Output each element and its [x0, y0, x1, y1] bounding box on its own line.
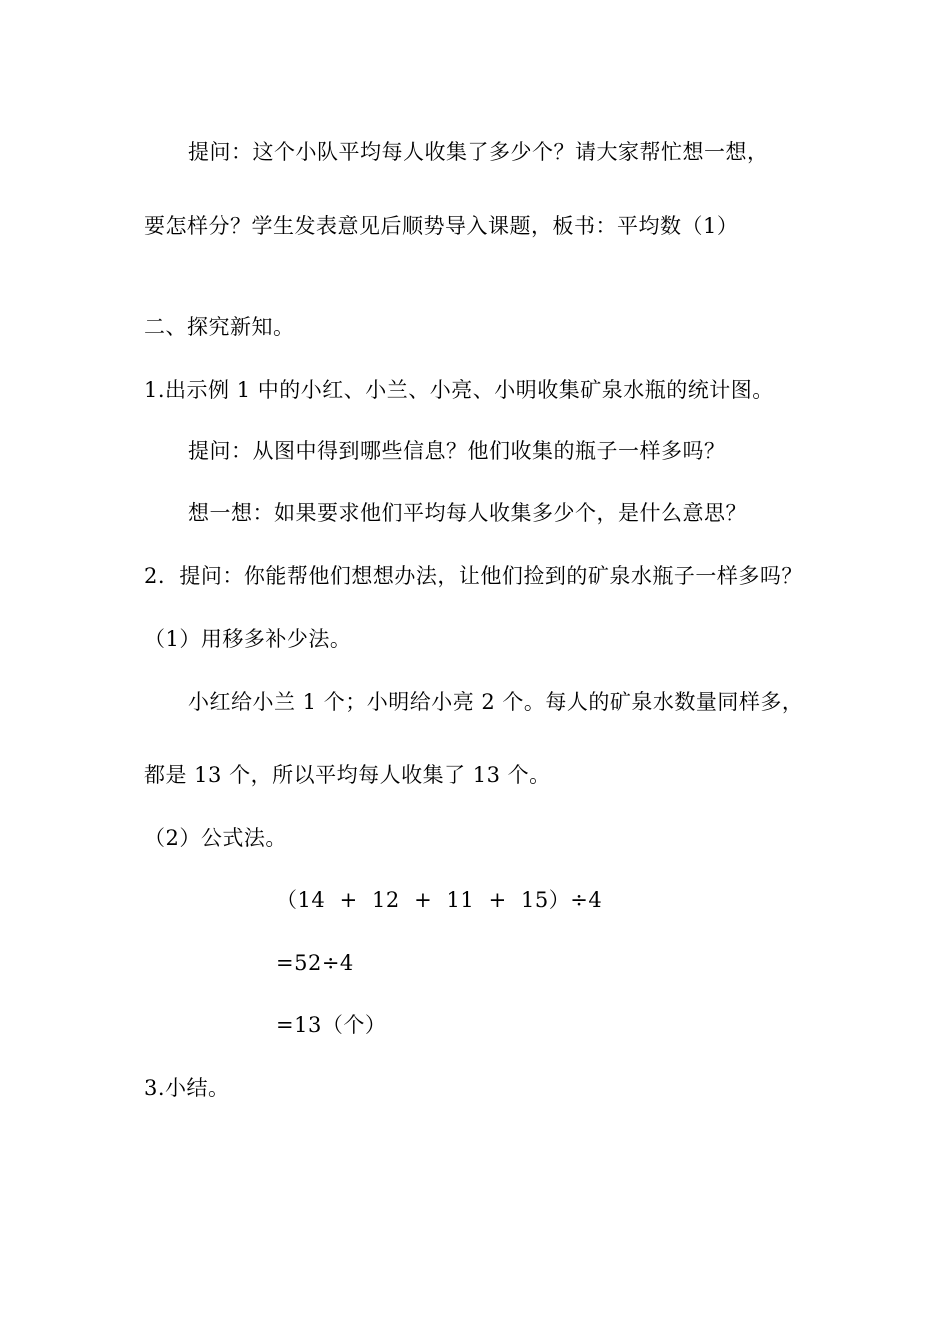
formula-line: =13（个）	[276, 1013, 387, 1037]
sub-item: （2）公式法。	[144, 826, 287, 850]
list-item: 3.小结。	[144, 1076, 230, 1100]
paragraph-line: 提问：这个小队平均每人收集了多少个？请大家帮忙想一想，	[188, 140, 769, 164]
paragraph-line: 都是 13 个，所以平均每人收集了 13 个。	[144, 763, 551, 787]
paragraph-line: 想一想：如果要求他们平均每人收集多少个，是什么意思？	[188, 501, 747, 525]
formula-line: （14 + 12 + 11 + 15）÷4	[276, 888, 603, 912]
sub-item: （1）用移多补少法。	[144, 627, 352, 651]
list-item: 1.出示例 1 中的小红、小兰、小亮、小明收集矿泉水瓶的统计图。	[144, 378, 774, 402]
list-item: 2. 提问：你能帮他们想想办法，让他们捡到的矿泉水瓶子一样多吗？	[144, 564, 803, 588]
formula-line: =52÷4	[276, 951, 354, 975]
section-heading: 二、探究新知。	[144, 315, 295, 339]
paragraph-line: 要怎样分？学生发表意见后顺势导入课题，板书：平均数（1）	[144, 214, 739, 238]
paragraph-line: 小红给小兰 1 个；小明给小亮 2 个。每人的矿泉水数量同样多，	[188, 690, 804, 714]
paragraph-line: 提问：从图中得到哪些信息？他们收集的瓶子一样多吗？	[188, 439, 726, 463]
